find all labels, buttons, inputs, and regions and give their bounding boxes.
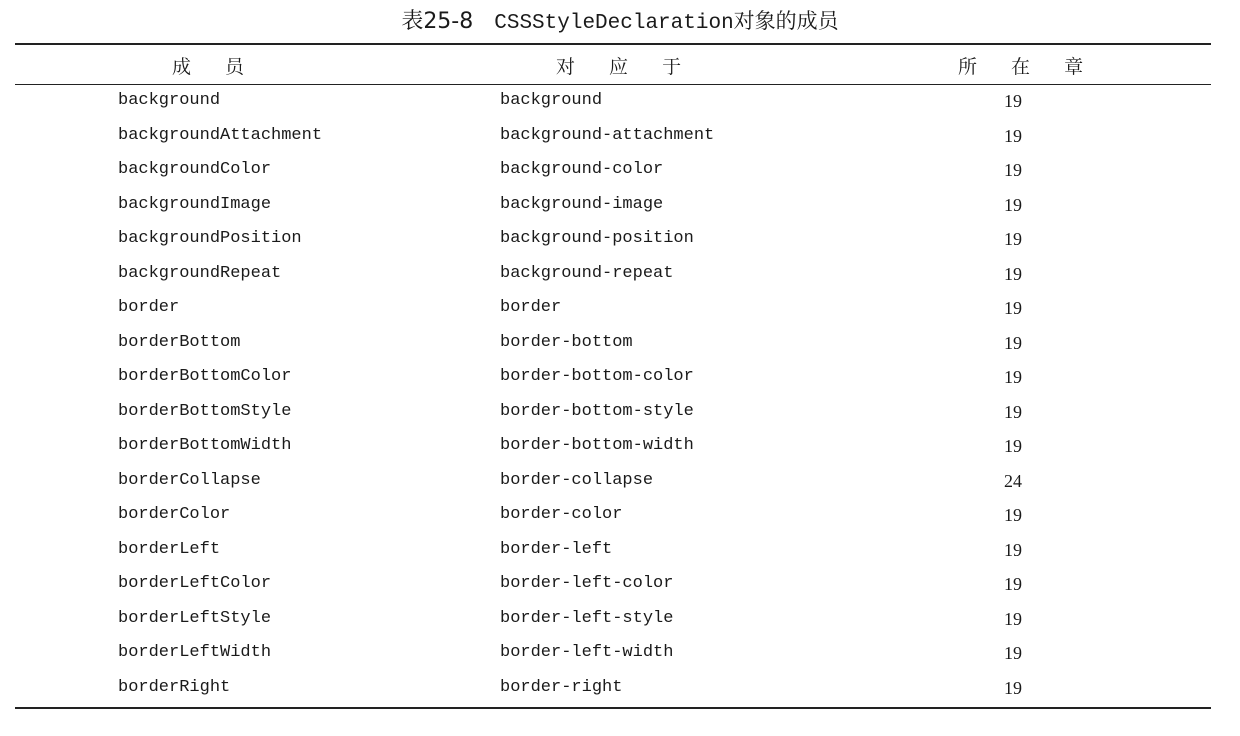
member-cell: borderLeft xyxy=(118,539,221,559)
chapter-cell: 24 xyxy=(1004,470,1022,491)
table-number: 表25-8 xyxy=(401,9,474,34)
header-corresponds: 对 应 于 xyxy=(556,56,696,78)
member-cell: borderLeftWidth xyxy=(118,643,272,662)
member-cell: backgroundPosition xyxy=(118,229,302,248)
member-cell: borderRight xyxy=(118,677,231,697)
table-row xyxy=(0,436,1240,470)
table-row xyxy=(0,229,1240,263)
table-row xyxy=(0,609,1240,643)
header-rule xyxy=(15,84,1211,85)
chapter-cell: 19 xyxy=(1004,125,1022,146)
chapter-cell: 19 xyxy=(1004,539,1022,560)
table-caption xyxy=(0,4,1240,35)
chapter-cell: 19 xyxy=(1004,160,1022,180)
property-cell: border-bottom-width xyxy=(500,436,694,455)
member-cell: borderLeftStyle xyxy=(118,608,272,628)
property-cell: border-bottom-color xyxy=(500,367,694,386)
chapter-cell: 19 xyxy=(1004,505,1022,525)
property-cell: border-bottom xyxy=(500,332,633,352)
table-row xyxy=(0,264,1240,298)
chapter-cell: 19 xyxy=(1004,574,1022,594)
chapter-cell: 19 xyxy=(1004,401,1022,422)
table-row xyxy=(0,333,1240,367)
bottom-rule xyxy=(15,707,1211,709)
table-row xyxy=(0,195,1240,229)
member-cell: borderBottomStyle xyxy=(118,401,292,421)
chapter-cell: 19 xyxy=(1004,436,1022,456)
chapter-cell: 19 xyxy=(1004,263,1022,284)
chapter-cell: 19 xyxy=(1004,229,1022,249)
property-cell: background-attachment xyxy=(500,125,715,145)
table-row xyxy=(0,298,1240,332)
member-cell: backgroundImage xyxy=(118,194,272,214)
property-cell: background-color xyxy=(500,160,664,179)
chapter-cell: 19 xyxy=(1004,91,1022,111)
chapter-cell: 19 xyxy=(1004,643,1022,663)
chapter-cell: 19 xyxy=(1004,608,1022,629)
table-row xyxy=(0,540,1240,574)
chapter-cell: 19 xyxy=(1004,298,1022,318)
table-row xyxy=(0,643,1240,677)
table-title: CSSStyleDeclaration对象的成员 xyxy=(494,12,839,35)
header-member: 成 员 xyxy=(172,56,259,78)
table-row xyxy=(0,574,1240,608)
property-cell: border-left-width xyxy=(500,643,674,662)
property-cell: border-collapse xyxy=(500,470,654,490)
property-cell: background-image xyxy=(500,194,664,214)
top-rule xyxy=(15,43,1211,45)
property-cell: background-position xyxy=(500,229,694,248)
member-cell: backgroundColor xyxy=(118,160,272,179)
property-cell: border-left-style xyxy=(500,608,674,628)
chapter-cell: 19 xyxy=(1004,677,1022,698)
chapter-cell: 19 xyxy=(1004,194,1022,215)
member-cell: background xyxy=(118,91,221,110)
header-chapter: 所 在 章 xyxy=(958,56,1098,78)
table-row xyxy=(0,91,1240,125)
table-row xyxy=(0,126,1240,160)
member-cell: backgroundAttachment xyxy=(118,125,323,145)
member-cell: borderBottomColor xyxy=(118,367,292,386)
member-cell: borderBottomWidth xyxy=(118,436,292,455)
property-cell: border-right xyxy=(500,677,623,697)
property-cell: border-left xyxy=(500,539,613,559)
table-row xyxy=(0,505,1240,539)
property-cell: background-repeat xyxy=(500,263,674,283)
member-cell: backgroundRepeat xyxy=(118,263,282,283)
table-row xyxy=(0,367,1240,401)
member-cell: borderLeftColor xyxy=(118,574,272,593)
table-row xyxy=(0,160,1240,194)
property-cell: border-bottom-style xyxy=(500,401,694,421)
table-row xyxy=(0,402,1240,436)
member-cell: borderCollapse xyxy=(118,470,261,490)
property-cell: border xyxy=(500,298,562,317)
member-cell: border xyxy=(118,298,180,317)
chapter-cell: 19 xyxy=(1004,367,1022,387)
member-cell: borderColor xyxy=(118,505,231,524)
table-row xyxy=(0,471,1240,505)
property-cell: border-left-color xyxy=(500,574,674,593)
chapter-cell: 19 xyxy=(1004,332,1022,353)
property-cell: border-color xyxy=(500,505,623,524)
property-cell: background xyxy=(500,91,603,110)
member-cell: borderBottom xyxy=(118,332,241,352)
